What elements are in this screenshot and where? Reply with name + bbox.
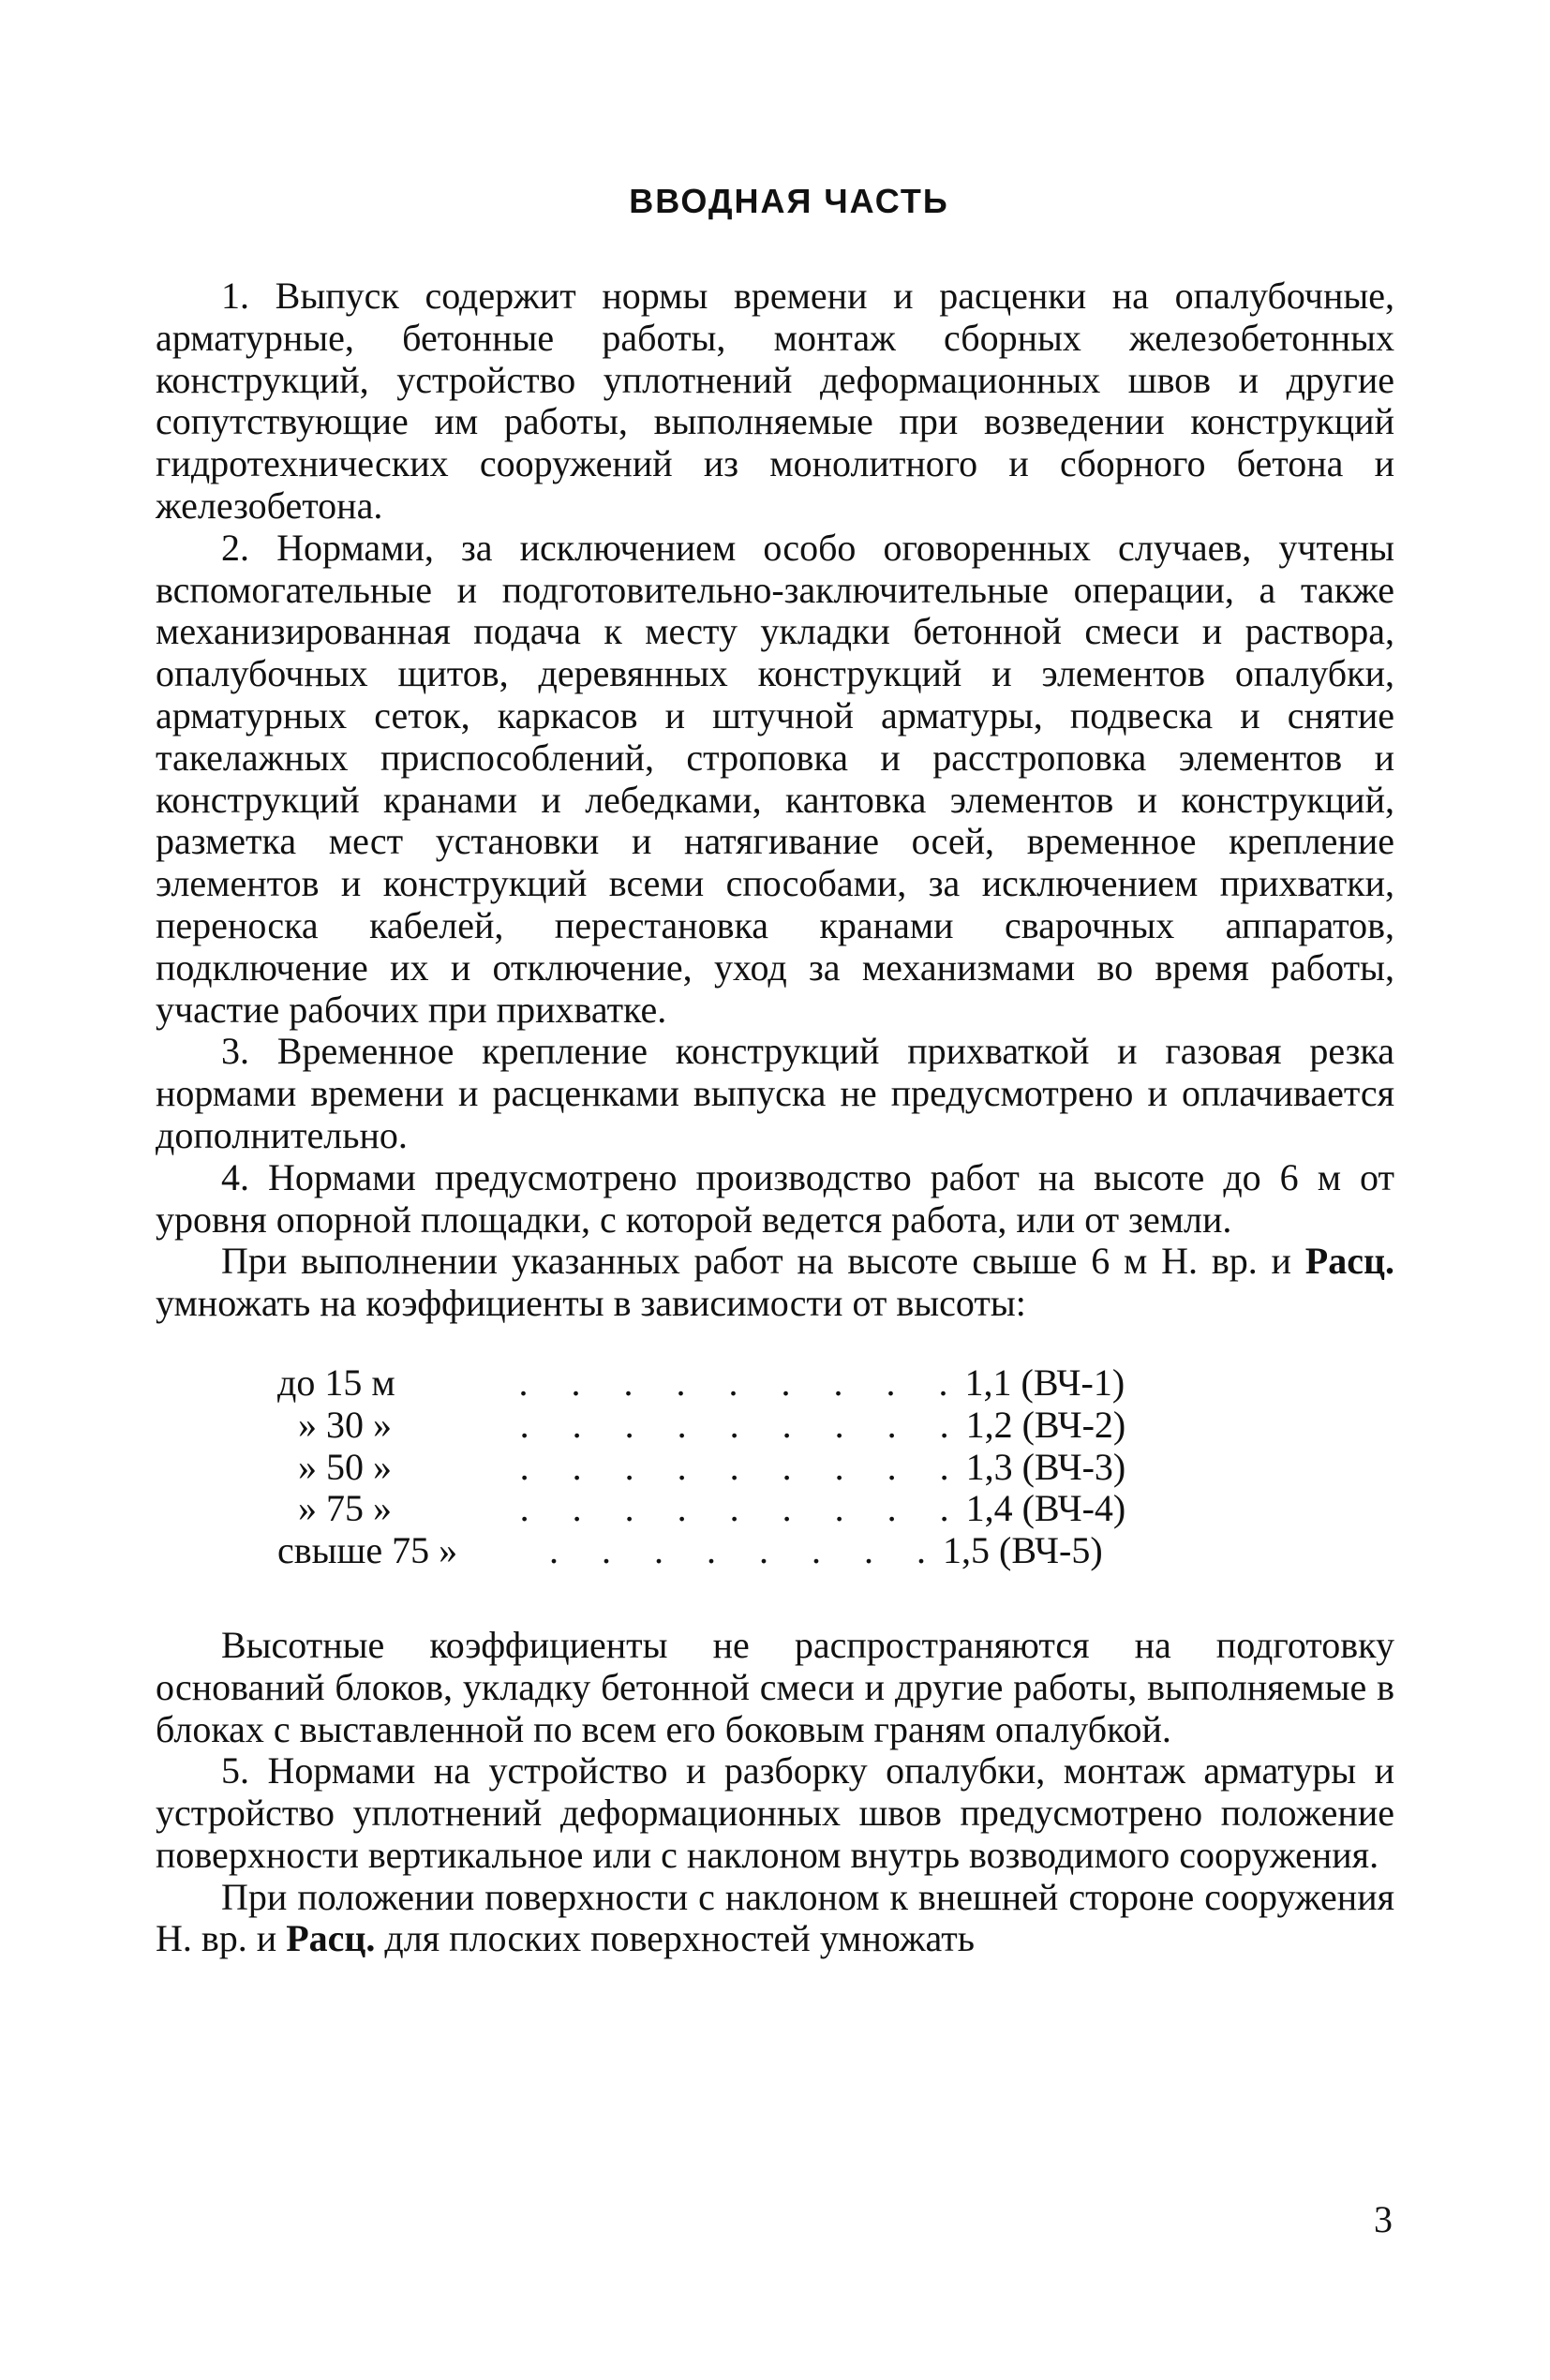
coefficient-value: 1,3 (ВЧ-3) (965, 1445, 1126, 1488)
bold-term-rasc: Расц. (286, 1917, 376, 1960)
section-heading: ВВОДНАЯ ЧАСТЬ (629, 182, 949, 220)
leader-dots: . . . . . . . . . (519, 1403, 966, 1446)
leader-dots: . . . . . . . . . (519, 1487, 966, 1530)
coefficient-value: 1,5 (ВЧ-5) (943, 1529, 1103, 1572)
paragraph-text: для плоских поверхностей умножать (375, 1917, 975, 1960)
coefficient-row (277, 1362, 1140, 1405)
page-number: 3 (1374, 2198, 1393, 2240)
paragraph-text: При положении поверхности с наклоном к внешней стороне сооружения Н. вр. и (156, 1875, 1394, 1960)
document-page (156, 159, 1394, 1960)
paragraph-5: 5. Нормами на устройство и разборку опалубки, монтаж арматуры и устройство уплотнений деформационных швов предусмотрено положение поверхности вертикальное или с наклоном внутрь возводимого сооружения. (156, 1749, 1394, 1876)
coefficient-value: 1,1 (ВЧ-1) (964, 1361, 1125, 1404)
paragraph-text: При выполнении указанных работ на высоте свыше 6 м Н. вр. и (221, 1240, 1305, 1283)
leader-dots: . . . . . . . . . (519, 1445, 966, 1488)
paragraph-3: 3. Временное крепление конструкций прихваткой и газовая резка нормами времени и расценками выпуска не предусмотрено и оплачивается дополнительно. (156, 1030, 1394, 1156)
coefficient-row (277, 1447, 1140, 1489)
paragraph-slope-multiplier (156, 1877, 1394, 1961)
coefficient-row (277, 1530, 1140, 1572)
coefficient-value: 1,2 (ВЧ-2) (965, 1403, 1126, 1446)
coefficient-height: » 50 » (298, 1445, 392, 1488)
coefficient-row (277, 1488, 1140, 1530)
coefficient-row (277, 1405, 1140, 1447)
paragraph-2: 2. Нормами, за исключением особо оговоренных случаев, учтены вспомогательные и подготовительно-заключительные операции, а также механизированная подача к месту укладки бетонной смеси и раствора, опалубочных щитов, деревянных конструкций и элементов опалубки, арматурных сеток, каркасов и штучной арматуры, подвеска и снятие такелажных приспособлений, строповка и расстроповка элементов и конструкций кранами и лебедками, кантовка элементов и конструкций, разметка мест установки и натягивание осей, временное крепление элементов и конструкций всеми способами, за исключением прихватки, переноска кабелей, перестановка кранами сварочных аппаратов, подключение их и отключение, уход за механизмами во время работы, участие рабочих при прихватке. (156, 526, 1394, 1031)
coefficient-height: » 30 » (298, 1403, 392, 1446)
coefficient-value: 1,4 (ВЧ-4) (965, 1487, 1126, 1530)
paragraph-height-multiplier (156, 1241, 1394, 1325)
paragraph-text: умножать на коэффициенты в зависимости от высоты: (156, 1282, 1026, 1325)
paragraph-height-exceptions: Высотные коэффициенты не распространяются на подготовку оснований блоков, укладку бетонной смеси и другие работы, выполняемые в блоках с выставленной по всем его боковым граням опалубкой. (156, 1623, 1394, 1750)
coefficient-height: свыше 75 » (277, 1529, 458, 1572)
leader-dots: . . . . . . . . . (518, 1361, 965, 1404)
leader-dots: . . . . . . . . (549, 1529, 943, 1572)
bold-term-rasc: Расц. (1304, 1240, 1394, 1283)
coefficient-height: » 75 » (298, 1487, 392, 1530)
coefficient-height: до 15 м (277, 1361, 395, 1404)
paragraph-4: 4. Нормами предусмотрено производство работ на высоте до 6 м от уровня опорной площадки, с которой ведется работа, или от земли. (156, 1155, 1394, 1241)
paragraph-1: 1. Выпуск содержит нормы времени и расценки на опалубочные, арматурные, бетонные работы, монтаж сборных железобетонных конструкций, устройство уплотнений деформационных швов и другие сопутствующие им работы, выполняемые при возведении конструкций гидротехнических сооружений из монолитного и сборного бетона и железобетона. (156, 275, 1394, 527)
height-coefficient-table (277, 1362, 1140, 1572)
